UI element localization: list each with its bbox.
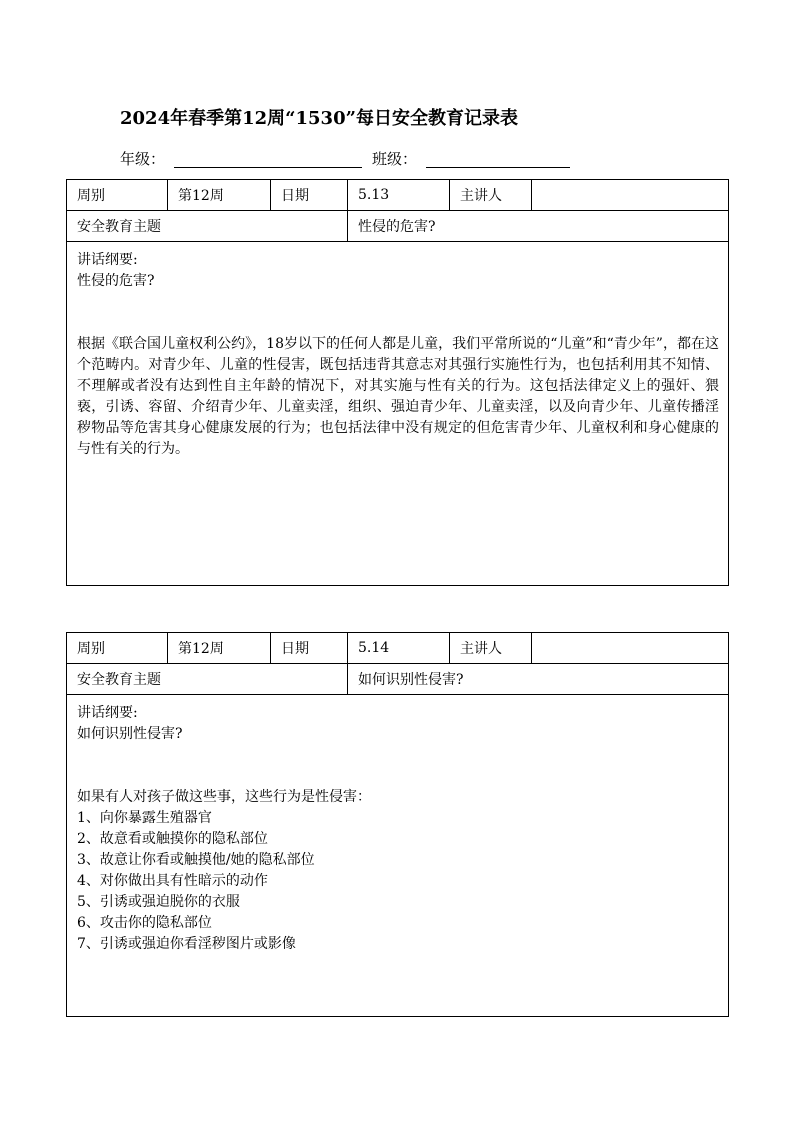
topic-value: 如何识别性侵害? bbox=[348, 664, 729, 695]
list-item: 4、对你做出具有性暗示的动作 bbox=[77, 873, 268, 889]
page-title: 2024年春季第12周“1530”每日安全教育记录表 bbox=[120, 108, 518, 129]
speaker-label: 主讲人 bbox=[450, 633, 532, 664]
list-item: 5、引诱或强迫脱你的衣服 bbox=[77, 894, 240, 910]
speaker-label: 主讲人 bbox=[450, 180, 532, 211]
topic-label: 安全教育主题 bbox=[67, 211, 348, 242]
class-blank[interactable] bbox=[426, 166, 570, 168]
outline-label: 讲话纲要: bbox=[77, 252, 138, 268]
outline-label: 讲话纲要: bbox=[77, 705, 138, 721]
list-item: 6、攻击你的隐私部位 bbox=[77, 915, 212, 931]
date-value: 5.14 bbox=[348, 633, 450, 664]
grade-label: 年级： bbox=[120, 150, 166, 168]
outline-heading: 性侵的危害? bbox=[77, 273, 155, 289]
week-value: 第12周 bbox=[168, 180, 271, 211]
list-item: 1、向你暴露生殖器官 bbox=[77, 810, 212, 826]
outline-body: 根据《联合国儿童权利公约》，18岁以下的任何人都是儿童，我们平常所说的“儿童”和“青少年”，都在这个范畴内。对青少年、儿童的性侵害，既包括违背其意志对其强行实施性行为，也包括利用其不知情、不理解或者没有达到性自主年龄的情况下，对其实施与性有关的行为。这包括法律定义上的强奸、猥亵，引诱、容留、介绍青少年、儿童卖淫，组织、强迫青少年、儿童卖淫，以及向青少年、儿童传播淫秽物品等危害其身心健康发展的行为；也包括法律中没有规定的但危害青少年、儿童权利和身心健康的与性有关的行为。 bbox=[77, 336, 719, 457]
outline-content bbox=[67, 242, 729, 586]
date-label: 日期 bbox=[271, 633, 348, 664]
speaker-value bbox=[532, 633, 729, 664]
list-item: 3、故意让你看或触摸他/她的隐私部位 bbox=[77, 852, 315, 868]
week-label: 周别 bbox=[67, 633, 168, 664]
topic-label: 安全教育主题 bbox=[67, 664, 348, 695]
record-table-1 bbox=[66, 179, 729, 586]
date-value: 5.13 bbox=[348, 180, 450, 211]
list-item: 7、引诱或强迫你看淫秽图片或影像 bbox=[77, 936, 296, 952]
list-item: 2、故意看或触摸你的隐私部位 bbox=[77, 831, 268, 847]
outline-heading: 如何识别性侵害? bbox=[77, 726, 183, 742]
week-value: 第12周 bbox=[168, 633, 271, 664]
class-label: 班级： bbox=[372, 150, 418, 168]
outline-content bbox=[67, 695, 729, 1017]
topic-value: 性侵的危害? bbox=[348, 211, 729, 242]
date-label: 日期 bbox=[271, 180, 348, 211]
week-label: 周别 bbox=[67, 180, 168, 211]
speaker-value bbox=[532, 180, 729, 211]
outline-intro: 如果有人对孩子做这些事，这些行为是性侵害： bbox=[77, 789, 371, 805]
grade-class-line bbox=[120, 148, 590, 172]
grade-blank[interactable] bbox=[174, 166, 362, 168]
record-table-2 bbox=[66, 632, 729, 1017]
